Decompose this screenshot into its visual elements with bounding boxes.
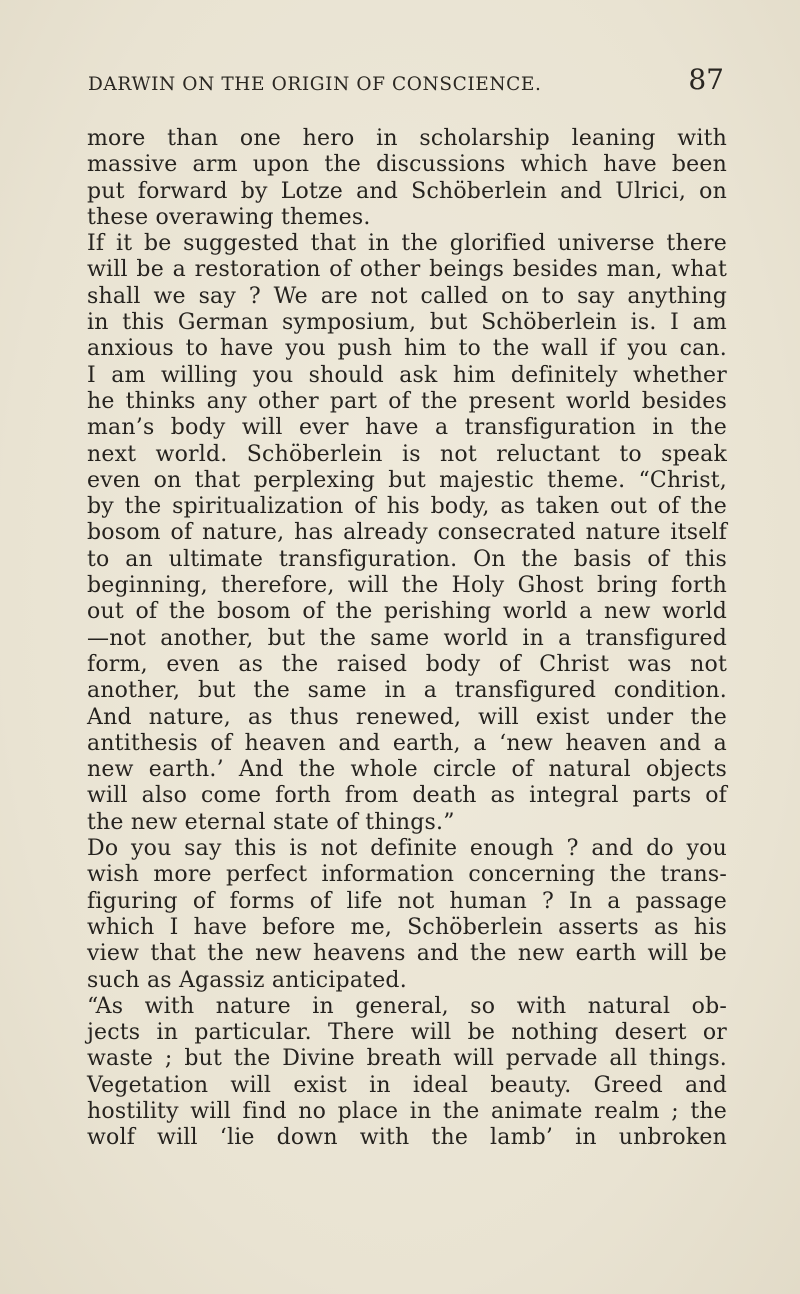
text-line: such as Agassiz anticipated.	[87, 967, 407, 993]
text-line: figuring of forms of life not human ? In a passage	[87, 888, 727, 914]
text-line: hostility will find no place in the animate realm ; the	[87, 1098, 727, 1124]
text-line: jects in particular. There will be nothing desert or	[87, 1020, 727, 1046]
text-line: beginning, therefore, will the Holy Ghost bring forth	[87, 573, 727, 599]
text-line: to an ultimate transfiguration. On the basis of this	[87, 546, 727, 572]
text-line: out of the bosom of the perishing world a new world	[87, 599, 727, 625]
text-line: next world. Schöberlein is not reluctant to speak	[87, 441, 727, 467]
text-line: —not another, but the same world in a transfigured	[87, 625, 727, 651]
text-line: which I have before me, Schöberlein asserts as his	[87, 914, 727, 940]
text-line: will be a restoration of other beings besides man, what	[87, 257, 727, 283]
text-line: wolf will ‘lie down with the lamb’ in unbroken	[87, 1125, 727, 1151]
text-line: Vegetation will exist in ideal beauty. Greed and	[87, 1072, 727, 1098]
text-line: antithesis of heaven and earth, a ‘new heaven and a	[87, 730, 727, 756]
text-line: “As with nature in general, so with natural ob-	[87, 993, 727, 1019]
text-line: will also come forth from death as integral parts of	[87, 783, 727, 809]
text-line: another, but the same in a transfigured condition.	[87, 678, 727, 704]
text-line: anxious to have you push him to the wall if you can.	[87, 336, 727, 362]
text-line: more than one hero in scholarship leaning with	[87, 126, 727, 151]
text-line: put forward by Lotze and Schöberlein and Ulrici, on	[87, 178, 727, 204]
text-line: wish more perfect information concerning the trans-	[87, 862, 727, 888]
running-head: DARWIN ON THE ORIGIN OF CONSCIENCE.	[88, 74, 542, 95]
page-header	[88, 63, 724, 106]
text-line: by the spiritualization of his body, as taken out of the	[87, 494, 727, 520]
text-line: these overawing themes.	[87, 204, 371, 230]
page-number: 87	[688, 63, 724, 96]
text-line: massive arm upon the discussions which have been	[87, 152, 727, 178]
text-line: And nature, as thus renewed, will exist under the	[87, 704, 727, 730]
text-line: I am willing you should ask him definitely whether	[87, 362, 727, 388]
text-line: view that the new heavens and the new earth will be	[87, 941, 727, 967]
text-line: man’s body will ever have a transfiguration in the	[87, 415, 727, 441]
text-line: bosom of nature, has already consecrated nature itself	[87, 520, 727, 546]
text-line: in this German symposium, but Schöberlein is. I am	[87, 310, 727, 336]
text-line: If it be suggested that in the glorified universe there	[87, 231, 727, 257]
text-line: shall we say ? We are not called on to say anything	[87, 283, 727, 309]
text-line: even on that perplexing but majestic theme. “Christ,	[87, 467, 727, 493]
text-line: he thinks any other part of the present world besides	[87, 388, 727, 414]
text-line: the new eternal state of things.”	[87, 809, 455, 835]
body-text	[87, 126, 727, 1152]
text-line: form, even as the raised body of Christ was not	[87, 651, 727, 677]
text-line: new earth.’ And the whole circle of natural objects	[87, 757, 727, 783]
text-line: Do you say this is not definite enough ? and do you	[87, 836, 727, 862]
text-line: waste ; but the Divine breath will pervade all things.	[87, 1046, 727, 1072]
